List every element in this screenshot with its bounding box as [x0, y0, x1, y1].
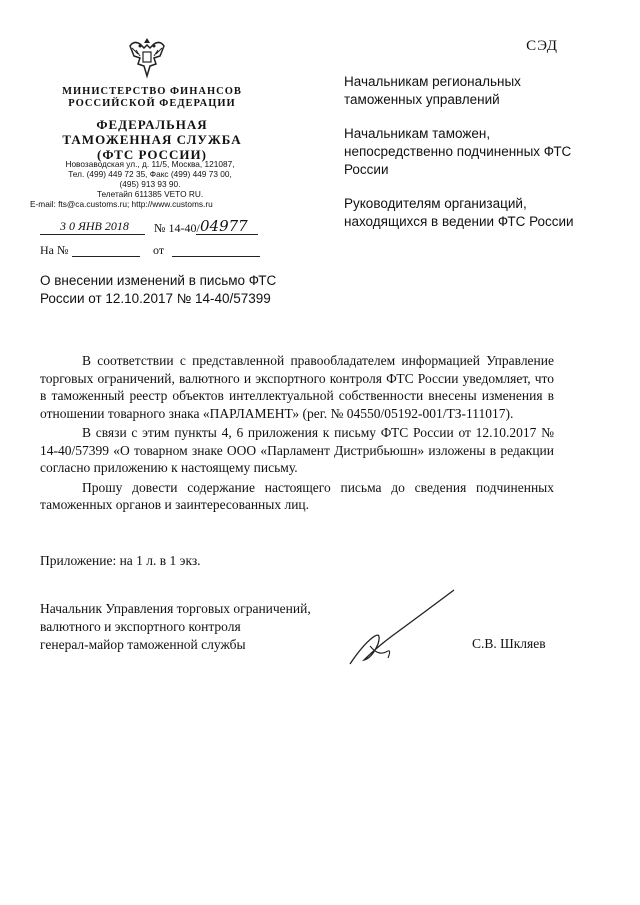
letter-body — [40, 352, 554, 516]
service-line-2: ТАМОЖЕННАЯ СЛУЖБА — [62, 132, 242, 147]
body-paragraph-1: В соответствии с представленной правообладателем информацией Управление торговых ограничений, валютного и экспортного контроля ФТС России уведомляет, что в таможенный реестр объектов интеллектуальной собственности внесены изменения в отношении товарного знака «ПАРЛАМЕНТ» (рег. № 04550/05192-001/ТЗ-111017). — [40, 353, 554, 421]
addressee-1: Начальникам региональных таможенных управлений — [344, 74, 521, 107]
signatory-position — [40, 600, 360, 654]
contacts-phone-2: (495) 913 93 90. — [119, 179, 181, 189]
appendix-note: Приложение: на 1 л. в 1 экз. — [40, 553, 201, 568]
body-paragraph-3: Прошу довести содержание настоящего письма до сведения подчиненных таможенных органов и заинтересованных лиц. — [40, 479, 554, 512]
position-line-2: валютного и экспортного контроля — [40, 619, 241, 634]
service-line-3: (ФТС РОССИИ) — [97, 147, 207, 162]
reference-number-label: На № — [40, 243, 69, 257]
service-name — [40, 117, 264, 162]
addressee-3: Руководителям организаций, находящихся в ведении ФТС России — [344, 196, 574, 229]
sed-mark: СЭД — [526, 38, 558, 54]
ministry-line-1: МИНИСТЕРСТВО ФИНАНСОВ — [62, 86, 242, 97]
contacts-address: Новозаводская ул., д. 11/5, Москва, 121087, — [65, 159, 235, 169]
signatory-name: С.В. Шкляев — [472, 636, 546, 651]
position-line-3: генерал-майор таможенной службы — [40, 637, 246, 652]
addressee-2: Начальникам таможен, непосредственно подчиненных ФТС России — [344, 126, 572, 177]
contacts-phone: Тел. (499) 449 72 35, Факс (499) 449 73 00, — [68, 169, 232, 179]
handwritten-signature — [342, 586, 462, 672]
letter-subject: О внесении изменений в письмо ФТС России от 12.10.2017 № 14-40/57399 — [40, 273, 277, 306]
reference-number-line — [72, 256, 140, 257]
registration-date: 3 0 ЯНВ 2018 — [60, 219, 129, 233]
ministry-name — [40, 86, 264, 110]
coat-of-arms-icon — [124, 34, 170, 80]
contacts-block — [30, 159, 270, 209]
position-line-1: Начальник Управления торговых ограничений, — [40, 601, 311, 616]
registration-number-handwritten: 04977 — [200, 217, 248, 235]
reference-date-line — [172, 256, 260, 257]
reference-date-label: от — [153, 243, 165, 257]
contacts-email: E-mail: fts@ca.customs.ru; http://www.customs.ru — [30, 199, 213, 209]
number-underline — [196, 234, 258, 235]
ministry-line-2: РОССИЙСКОЙ ФЕДЕРАЦИИ — [68, 98, 236, 109]
addressees-block — [344, 73, 584, 247]
contacts-teletype: Телетайп 611385 VETO RU. — [96, 189, 204, 199]
body-paragraph-2: В связи с этим пункты 4, 6 приложения к письму ФТС России от 12.10.2017 № 14-40/57399 «О товарном знаке ООО «Парламент Дистрибьюшн» изложены в редакции согласно приложению к настоящему письму. — [40, 425, 554, 475]
date-underline — [40, 234, 145, 235]
service-line-1: ФЕДЕРАЛЬНАЯ — [96, 117, 208, 132]
registration-number-prefix: № 14-40/ — [154, 221, 200, 235]
